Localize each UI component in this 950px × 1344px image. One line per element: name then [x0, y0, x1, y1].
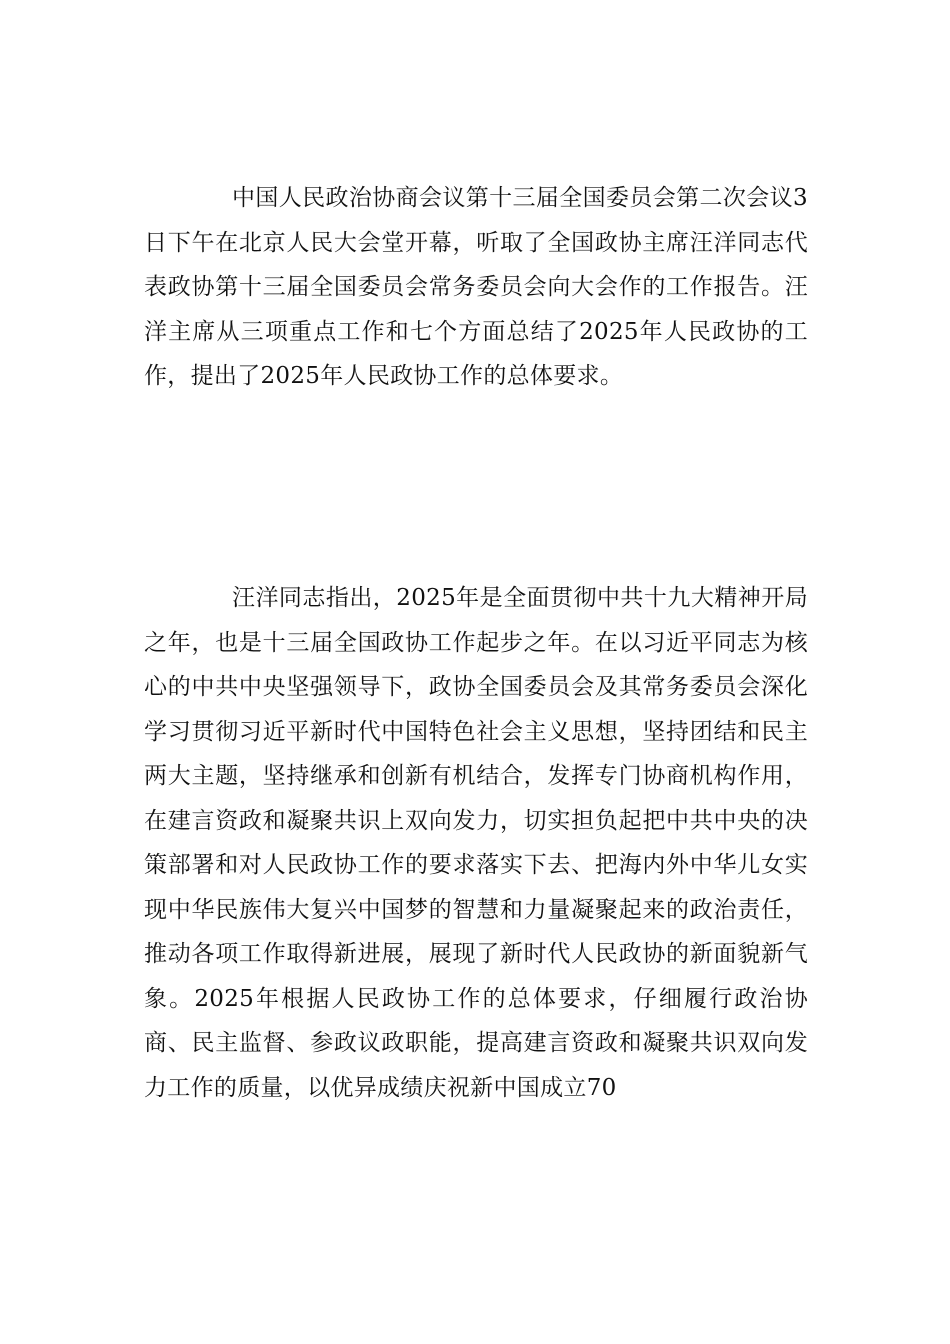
paragraph-2: 汪洋同志指出，2025年是全面贯彻中共十九大精神开局之年，也是十三届全国政协工作起步之年。在以习近平同志为核心的中共中央坚强领导下，政协全国委员会及其常务委员会深化学习贯彻习近平新时代中国特色社会主义思想，坚持团结和民主两大主题，坚持继承和创新有机结合，发挥专门协商机构作用，在建言资政和凝聚共识上双向发力，切实担负起把中共中央的决策部署和对人民政协工作的要求落实下去、把海内外中华儿女实现中华民族伟大复兴中国梦的智慧和力量凝聚起来的政治责任，推动各项工作取得新进展，展现了新时代人民政协的新面貌新气象。2025年根据人民政协工作的总体要求，仔细履行政治协商、民主监督、参政议政职能，提高建言资政和凝聚共识双向发力工作的质量，以优异成绩庆祝新中国成立70 [144, 585, 808, 1101]
paragraph-1: 中国人民政治协商会议第十三届全国委员会第二次会议3日下午在北京人民大会堂开幕，听取了全国政协主席汪洋同志代表政协第十三届全国委员会常务委员会向大会作的工作报告。汪洋主席从三项重点工作和七个方面总结了2025年人民政协的工作，提出了2025年人民政协工作的总体要求。 [144, 185, 808, 389]
